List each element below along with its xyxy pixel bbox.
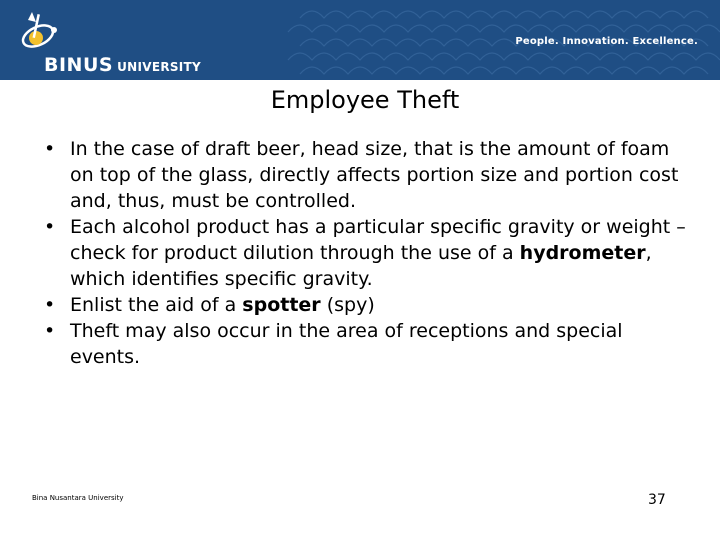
bullet-item bbox=[44, 318, 690, 370]
logo-university-text: UNIVERSITY bbox=[117, 60, 202, 74]
bullet-text: Enlist the aid of a bbox=[70, 294, 243, 316]
header-banner bbox=[0, 0, 720, 80]
bullet-text: In the case of draft beer, head size, that is the amount of foam on top of the glass, directly affects portion size and portion cost and, thus, must be controlled. bbox=[70, 138, 679, 212]
bullet-dot: • bbox=[44, 294, 56, 316]
bullet-dot: • bbox=[44, 138, 56, 160]
bullet-dot: • bbox=[44, 320, 56, 342]
logo-wordmark bbox=[44, 54, 201, 76]
bullet-item bbox=[44, 136, 690, 214]
tagline: People. Innovation. Excellence. bbox=[515, 36, 698, 47]
bullet-item bbox=[44, 214, 690, 292]
page-number: 37 bbox=[648, 492, 666, 508]
logo-binus-text: BINUS bbox=[44, 54, 114, 76]
bullet-text: Theft may also occur in the area of receptions and special events. bbox=[70, 320, 623, 368]
bullet-dot: • bbox=[44, 216, 56, 238]
bullet-list bbox=[44, 136, 690, 370]
bullet-text: Each alcohol product has a particular specific gravity or weight – check for product dilution through the use of a bbox=[70, 216, 686, 264]
binus-logo[interactable] bbox=[14, 10, 224, 76]
bold-term-spotter: spotter bbox=[242, 294, 321, 316]
slide-title bbox=[0, 86, 720, 114]
footer-institution: Bina Nusantara University bbox=[32, 494, 124, 502]
bullet-text: (spy) bbox=[320, 294, 375, 316]
bullet-text: , which identifies specific gravity. bbox=[70, 242, 652, 290]
bullet-item bbox=[44, 292, 690, 318]
slide-title-text: Employee Theft bbox=[270, 86, 460, 114]
bold-term-hydrometer: hydrometer bbox=[519, 242, 646, 264]
